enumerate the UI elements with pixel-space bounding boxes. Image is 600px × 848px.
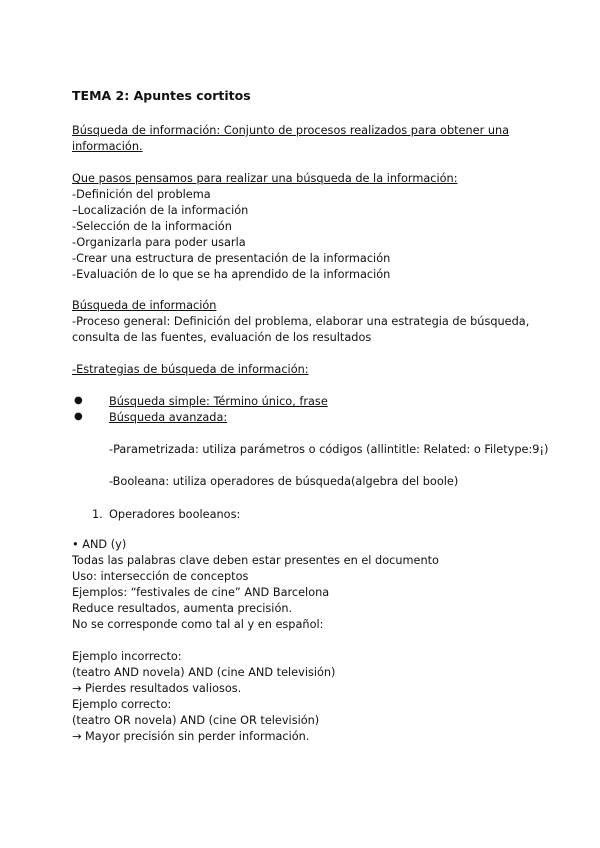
step-item: -Definición del problema <box>72 188 211 201</box>
bullet-marker: ● <box>74 411 83 422</box>
example-line: (teatro OR novela) AND (cine OR televisión) <box>72 714 320 727</box>
search-heading: Búsqueda de información <box>72 299 217 312</box>
bullet-item-advanced: Búsqueda avanzada: <box>109 411 228 424</box>
step-item: -Crear una estructura de presentación de la información <box>72 252 391 265</box>
boolean-line: -Booleana: utiliza operadores de búsqueda(algebra del boole) <box>109 475 459 488</box>
numbered-item: Operadores booleanos: <box>109 508 241 521</box>
numbered-marker: 1. <box>92 508 103 521</box>
process-line-1: -Proceso general: Definición del problema, elaborar una estrategia de búsqueda, <box>72 315 530 328</box>
and-line: Todas las palabras clave deben estar presentes en el documento <box>72 554 439 567</box>
strategies-heading: -Estrategias de búsqueda de información: <box>72 363 309 376</box>
parametrized-line: -Parametrizada: utiliza parámetros o códigos (allintitle: Related: o Filetype:9¡) <box>109 443 549 456</box>
step-item: -Organizarla para poder usarla <box>72 236 246 249</box>
and-line: Uso: intersección de conceptos <box>72 570 249 583</box>
example-line: → Pierdes resultados valiosos. <box>72 682 242 695</box>
bullet-marker: ● <box>74 395 83 406</box>
example-line: Ejemplo incorrecto: <box>72 650 182 663</box>
example-line: Ejemplo correcto: <box>72 698 172 711</box>
step-item: -Selección de la información <box>72 220 232 233</box>
steps-heading: Que pasos pensamos para realizar una búsqueda de la información: <box>72 172 458 185</box>
definition-line-1: Búsqueda de información: Conjunto de procesos realizados para obtener una <box>72 124 510 137</box>
example-line: (teatro AND novela) AND (cine AND televisión) <box>72 666 336 679</box>
step-item: -Evaluación de lo que se ha aprendido de la información <box>72 268 391 281</box>
example-line: → Mayor precisión sin perder información. <box>72 730 310 743</box>
and-line: No se corresponde como tal al y en español: <box>72 618 324 631</box>
and-line: Reduce resultados, aumenta precisión. <box>72 602 293 615</box>
definition-line-2: información. <box>72 140 143 153</box>
bullet-item-simple: Búsqueda simple: Término único, frase <box>109 395 328 408</box>
process-line-2: consulta de las fuentes, evaluación de los resultados <box>72 331 372 344</box>
and-line: Ejemplos: “festivales de cine” AND Barcelona <box>72 586 330 599</box>
step-item: –Localización de la información <box>72 204 249 217</box>
and-line: • AND (y) <box>72 538 127 551</box>
page-title: TEMA 2: Apuntes cortitos <box>72 88 251 103</box>
